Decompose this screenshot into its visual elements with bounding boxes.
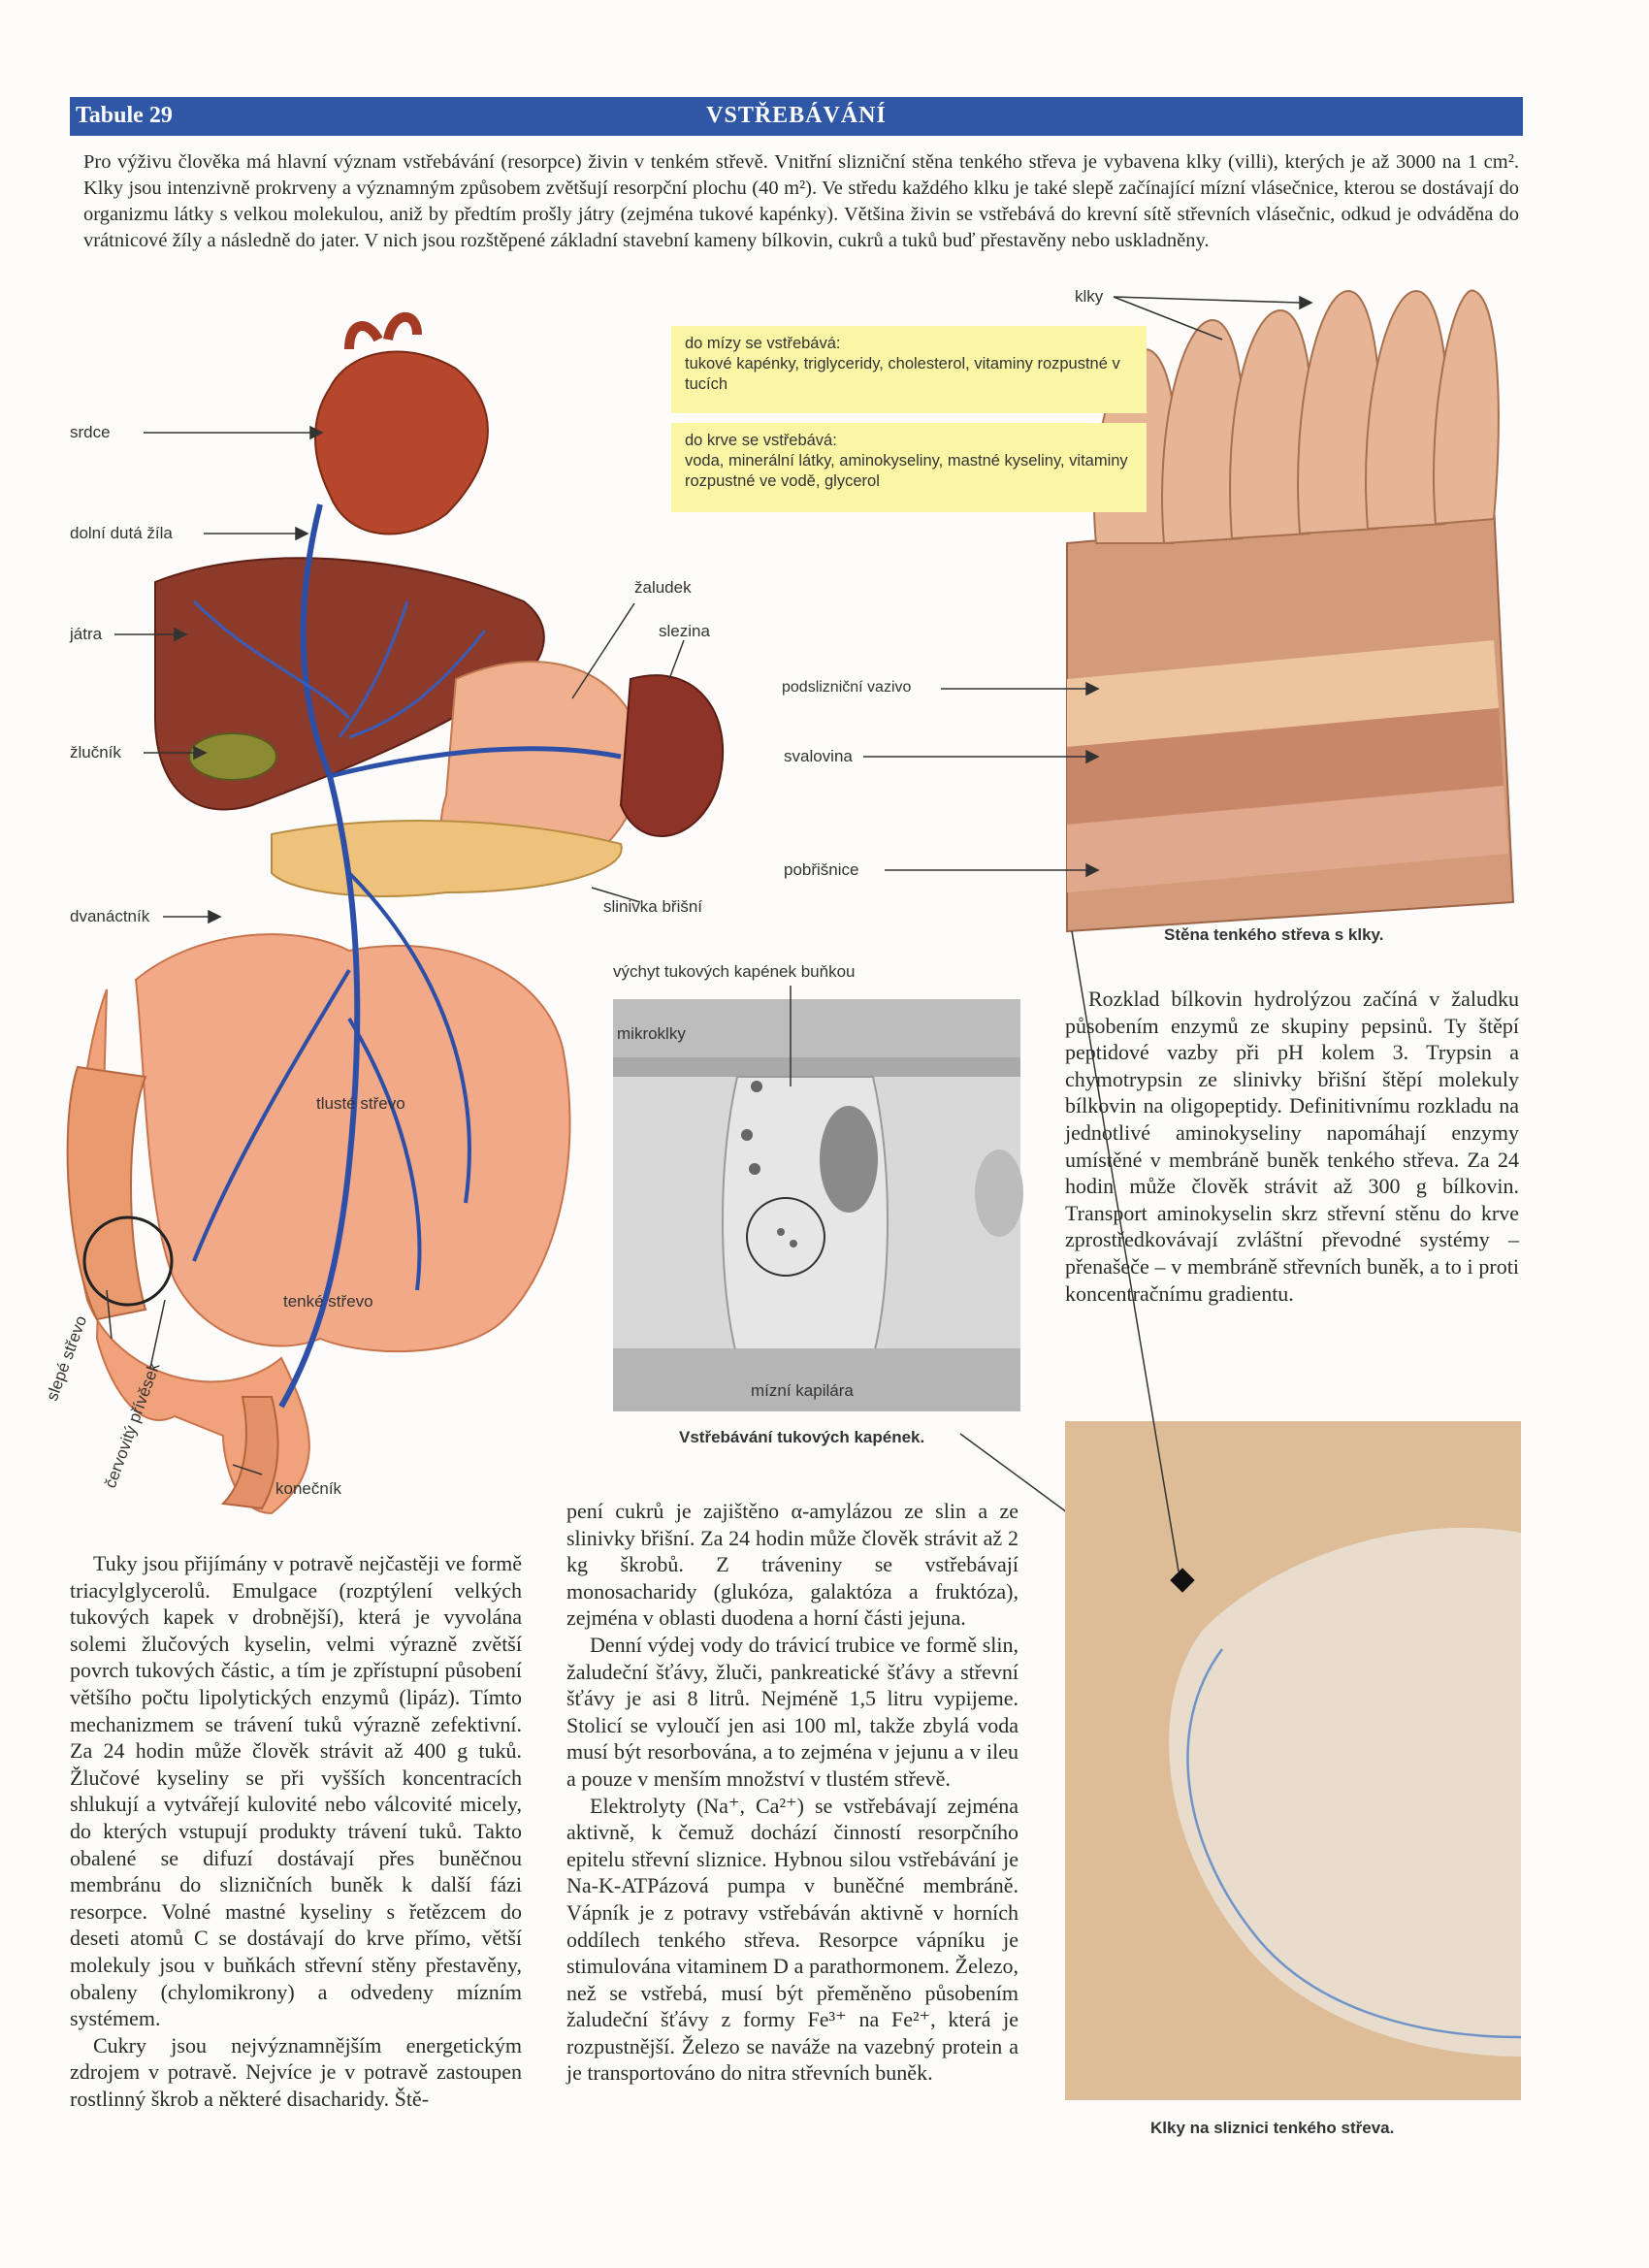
- label-mikroklky: mikroklky: [617, 1024, 686, 1043]
- water-paragraph: Denní výdej vody do trávicí trubice ve formě slin, žaludeční šťávy, žluči, pankreatické šťávy a střevní šťávy je asi 8 litrů. Nejméně 1,5 litru vypijeme. Stolicí se vyloučí jen asi 100 ml, takže zbylá voda musí být resorbována, a to zejména v jejunu a v ileu a pouze v menším množství v tlustém střevě.: [566, 1632, 1018, 1791]
- label-tenke-strevo: tenké střevo: [283, 1292, 373, 1311]
- label-podsliznicni-vazivo: podslizniční vazivo: [782, 679, 912, 696]
- cell-absorption-illustration: [613, 999, 1023, 1411]
- label-slezina: slezina: [659, 622, 710, 640]
- protein-paragraph: Rozklad bílkovin hydrolýzou začíná v žaludku působením enzymů ze skupiny pepsinů. Ty štěpí peptidové vazby při pH kolem 3. Trypsin a chymotrypsin ze slinivky břišní štěpí molekuly bílkovin na oligopeptidy. Definitivnímu rozkladu na jednotlivé aminokyseliny napomáhají enzymy umístěné v membráně buněk tenkého střeva. Za 24 hodin může člověk strávit až 300 g bílkovin. Transport aminokyselin skrz střevní stěnu do krve zprostředkovávají zvláštní převodné systémy – přenašeče – v membráně střevních buněk, a to i proti koncentračnímu gradientu.: [1065, 987, 1519, 1306]
- villi-photo: [1065, 1421, 1521, 2100]
- label-jatra: játra: [70, 625, 103, 643]
- cell-caption: Vstřebávání tukových kapének.: [679, 1428, 925, 1446]
- middle-text-column: [566, 1498, 1018, 2087]
- label-slinivka: slinivka břišní: [603, 897, 703, 916]
- right-text-column: [1065, 986, 1519, 1307]
- label-zaludek: žaludek: [634, 578, 692, 597]
- plate-number: Tabule 29: [76, 103, 173, 128]
- label-slepe-strevo: slepé střevo: [43, 1312, 91, 1404]
- blood-box-text: voda, minerální látky, aminokyseliny, mastné kyseliny, vitaminy rozpustné ve vodě, glycerol: [685, 452, 1128, 490]
- label-mizni-kapilara: mízní kapilára: [751, 1381, 854, 1400]
- sugars-continued-paragraph: pení cukrů je zajištěno α-amylázou ze slin a ze slinivky břišní. Za 24 hodin může člověk strávit až 2 kg škrobů. Z tráveniny se vstřebávají monosacharidy (glukóza, galaktóza a fruktóza), zejména v oblasti duodena a horní části jejuna.: [566, 1499, 1018, 1631]
- intro-paragraph: Pro výživu člověka má hlavní význam vstřebávání (resorpce) živin v tenkém střevě. Vnitřní slizniční stěna tenkého střeva je vybavena klky (villi), kterých je až 3000 na 1 cm². Klky jsou intenzivně prokrveny a významným způsobem zvětšují resorpční plochu (40 m²). Ve středu každého klku je také slepě začínající mízní vlásečnice, kterou se dostávají do organizmu látky s velkou molekulou, aniž by předtím prošly játry (zejména tukové kapénky). Většina živin se vstřebává do krevní sítě střevních vlásečnic, odkud je odváděna do vrátnicové žíly a následně do jater. V nich jsou rozštěpené základní stavební kameny bílkovin, cukrů a tuků buď přestavěny nebo uskladněny.: [83, 151, 1519, 251]
- label-klky: klky: [1075, 287, 1104, 306]
- label-srdce: srdce: [70, 423, 111, 441]
- label-dolni-duta-zila: dolní dutá žíla: [70, 524, 173, 542]
- sugars-paragraph: Cukry jsou nejvýznamnějším energetickým zdrojem v potravě. Nejvíce je v potravě zastoupen rostlinný škrob a některé disacharidy. Ště-: [70, 2032, 522, 2111]
- lymph-box-title: do mízy se vstřebává:: [685, 335, 841, 352]
- photo-caption: Klky na sliznici tenkého střeva.: [1150, 2119, 1395, 2137]
- label-pobrisnice: pobřišnice: [784, 860, 859, 879]
- label-cervovity-privesek: červovitý přívěsek: [101, 1360, 164, 1491]
- fats-paragraph: Tuky jsou přijímány v potravě nejčastěji ve formě triacylglycerolů. Emulgace (rozptýlení velkých tukových kapek v drobnější), která je vyvolána solemi žlučových kyselin, velmi výrazně zvětší povrch tukových částic, a tím je zpřístupní působení většího počtu lipolytických enzymů (lipáz). Tímto mechanizmem se trávení tuků výrazně zefektivní. Za 24 hodin může člověk strávit až 400 g tuků. Žlučové kyseliny se při vyšších koncentracích shlukují a vytvářejí kulovité nebo válcovité micely, do kterých vstupují produkty trávení tuků. Takto obalené se difuzí dostávají přes buněčnou membránu do slizničních buněk k další fázi resorpce. Volné mastné kyseliny s řetězcem do deseti atomů C se dostávají do krve přímo, větší molekuly jsou v buňkách střevní stěny přestavěny, obaleny (chylomikrony) a odvedeny mízním systémem.: [70, 1551, 522, 2031]
- label-tluste-strevo: tlusté střevo: [316, 1094, 405, 1113]
- label-dvanactnik: dvanáctník: [70, 907, 150, 925]
- electrolytes-paragraph: Elektrolyty (Na⁺, Ca²⁺) se vstřebávají zejména aktivně, k čemuž dochází činností resorpčního epitelu střevní sliznice. Hybnou silou vstřebávání je Na-K-ATPázová pumpa v buněčné membráně. Vápník je z potravy vstřebáván aktivně v horních oddílech tenkého střeva. Resorpce vápníku je stimulována vitaminem D a parathormonem. Železo, než se vstřebá, musí být přeměněno působením žaludeční šťávy z formy Fe³⁺ na Fe²⁺, která je rozpustnější. Železo se naváže na vazebný protein a je transportováno do nitra střevních buněk.: [566, 1793, 1018, 2086]
- left-text-column: [70, 1550, 522, 2112]
- blood-box-title: do krve se vstřebává:: [685, 432, 837, 449]
- label-svalovina: svalovina: [784, 747, 853, 765]
- page-title: VSTŘEBÁVÁNÍ: [706, 103, 887, 128]
- label-konecnik: konečník: [275, 1479, 342, 1498]
- blood-absorption-box: [671, 423, 1147, 512]
- wall-caption: Stěna tenkého střeva s klky.: [1164, 925, 1384, 944]
- lymph-absorption-box: [671, 326, 1147, 413]
- lymph-box-text: tukové kapénky, triglyceridy, cholesterol, vitaminy rozpustné v tucích: [685, 355, 1120, 393]
- label-zlucnik: žlučník: [70, 743, 121, 761]
- label-vychyt: výchyt tukových kapének buňkou: [613, 962, 856, 981]
